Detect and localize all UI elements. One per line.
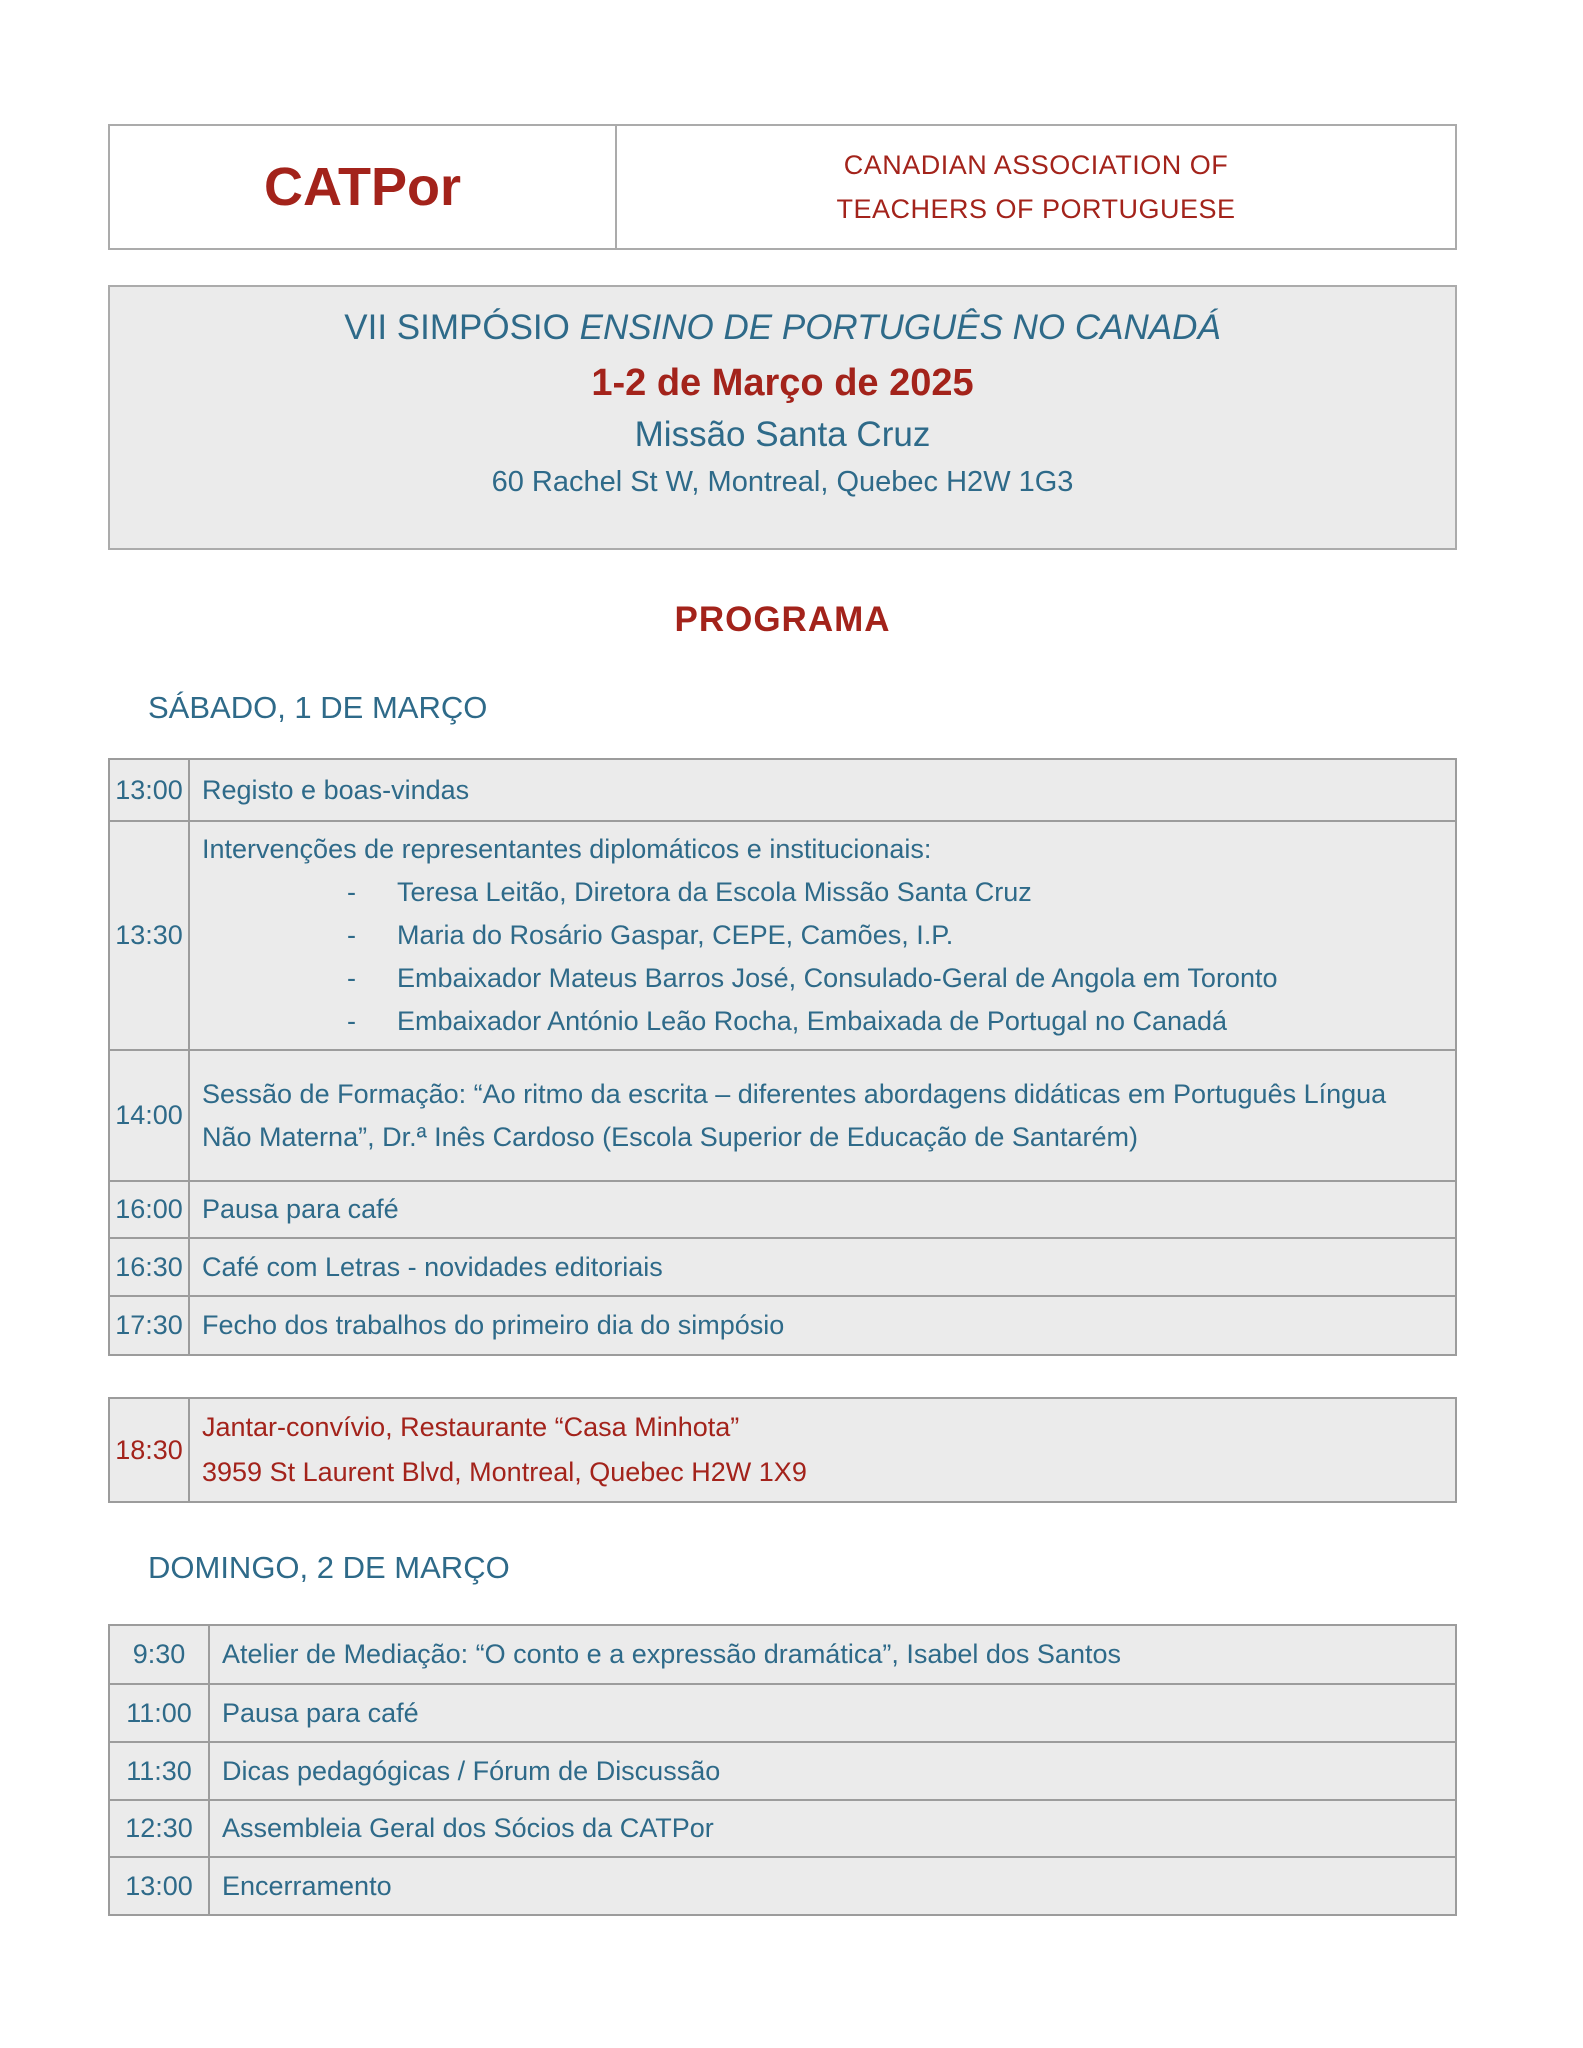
table-row — [110, 760, 1455, 820]
table-row — [110, 1049, 1455, 1180]
event-text: Pausa para café — [222, 1697, 419, 1728]
symposium-venue: Missão Santa Cruz — [634, 415, 931, 454]
event-time: 11:30 — [110, 1743, 210, 1799]
document-content — [108, 124, 1457, 1916]
table-row — [110, 1237, 1455, 1295]
event-text: Intervenções de representantes diplomáticos e institucionais: — [202, 834, 932, 864]
table-row — [110, 1741, 1455, 1799]
table-row — [110, 1626, 1455, 1683]
catpor-logo: CATPor — [264, 157, 461, 217]
program-heading: PROGRAMA — [674, 600, 891, 639]
dinner-line2: 3959 St Laurent Blvd, Montreal, Quebec H2W 1X9 — [202, 1457, 807, 1487]
sunday-heading: DOMINGO, 2 DE MARÇO — [148, 1550, 510, 1585]
table-row — [110, 1683, 1455, 1741]
list-item: - Embaixador António Leão Rocha, Embaixada de Portugal no Canadá — [202, 1000, 1443, 1043]
event-text: Atelier de Mediação: “O conto e a expressão dramática”, Isabel dos Santos — [222, 1639, 1121, 1669]
table-row — [110, 1856, 1455, 1914]
event-time: 13:00 — [110, 760, 190, 820]
event-description — [210, 1858, 1455, 1914]
list-item: - Maria do Rosário Gaspar, CEPE, Camões, I.P. — [202, 914, 1443, 957]
symposium-title-prefix: VII SIMPÓSIO — [344, 308, 580, 347]
event-time: 14:00 — [110, 1051, 190, 1180]
event-time: 18:30 — [110, 1399, 190, 1501]
event-description — [190, 1297, 1455, 1354]
event-description — [190, 822, 1455, 1049]
event-time: 13:00 — [110, 1858, 210, 1914]
event-text: Registo e boas-vindas — [202, 774, 470, 805]
list-item: - Embaixador Mateus Barros José, Consulado-Geral de Angola em Toronto — [202, 957, 1443, 1000]
sunday-schedule-table — [108, 1624, 1457, 1916]
dinner-table — [108, 1397, 1457, 1503]
table-row — [110, 820, 1455, 1049]
saturday-heading: SÁBADO, 1 DE MARÇO — [148, 690, 488, 725]
event-time: 13:30 — [110, 822, 190, 1049]
symposium-title-italic: ENSINO DE PORTUGUÊS NO CANADÁ — [579, 308, 1221, 347]
logo-cell — [110, 126, 617, 248]
event-text: Fecho dos trabalhos do primeiro dia do simpósio — [202, 1310, 785, 1340]
event-time: 17:30 — [110, 1297, 190, 1354]
event-time: 16:00 — [110, 1182, 190, 1237]
event-time: 9:30 — [110, 1626, 210, 1683]
event-text: Assembleia Geral dos Sócios da CATPor — [222, 1813, 714, 1843]
association-name-cell — [617, 126, 1455, 248]
event-description — [210, 1626, 1455, 1683]
event-time: 12:30 — [110, 1801, 210, 1856]
saturday-schedule-table — [108, 758, 1457, 1356]
event-description — [190, 1182, 1455, 1237]
symposium-address: 60 Rachel St W, Montreal, Quebec H2W 1G3 — [491, 466, 1074, 498]
event-description — [190, 1239, 1455, 1295]
event-text: Dicas pedagógicas / Fórum de Discussão — [222, 1755, 721, 1786]
symposium-title — [110, 301, 1455, 355]
event-description — [190, 760, 1455, 820]
association-header-box — [108, 124, 1457, 250]
table-row — [110, 1295, 1455, 1354]
event-description — [210, 1685, 1455, 1741]
dinner-line1: Jantar-convívio, Restaurante “Casa Minhota” — [202, 1412, 740, 1442]
association-name-line1: CANADIAN ASSOCIATION OF — [843, 150, 1229, 180]
event-description — [210, 1743, 1455, 1799]
event-text: Café com Letras - novidades editoriais — [202, 1251, 663, 1282]
event-time: 11:00 — [110, 1685, 210, 1741]
table-row — [110, 1180, 1455, 1237]
list-item: - Teresa Leitão, Diretora da Escola Missão Santa Cruz — [202, 871, 1443, 914]
table-row — [110, 1799, 1455, 1856]
association-name-line2: TEACHERS OF PORTUGUESE — [836, 194, 1236, 224]
symposium-title-box — [108, 285, 1457, 550]
event-description — [190, 1399, 1455, 1501]
event-text: Sessão de Formação: “Ao ritmo da escrita – diferentes abordagens didáticas em Português Língua Não Materna”, Dr.ª Inês Cardoso (Escola Superior de Educação de Santarém) — [202, 1078, 1387, 1152]
table-row — [110, 1399, 1455, 1501]
event-time: 16:30 — [110, 1239, 190, 1295]
event-description — [190, 1051, 1455, 1180]
event-text: Encerramento — [222, 1870, 392, 1901]
event-description — [210, 1801, 1455, 1856]
symposium-dates: 1-2 de Março de 2025 — [591, 362, 974, 404]
event-text: Pausa para café — [202, 1194, 399, 1224]
